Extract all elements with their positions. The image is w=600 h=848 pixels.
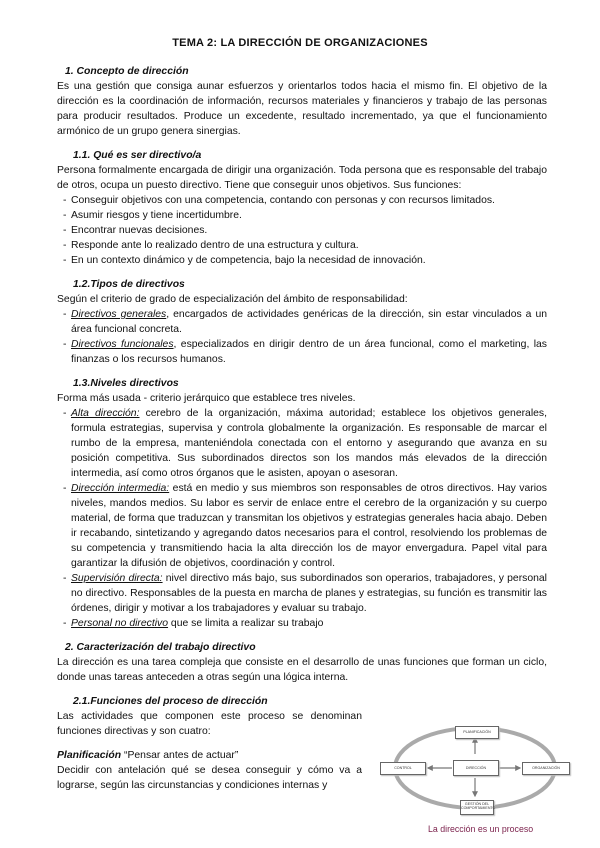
list-item: - Directivos generales, encargados de actividades genéricas de la dirección, sin estar vinculados a un área funcional concreta.	[57, 307, 547, 337]
list-item: - Conseguir objetivos con una competencia, contando con personas y con recursos limitados.	[57, 193, 547, 208]
term: Alta dirección:	[71, 408, 140, 419]
list-item: - Dirección intermedia: está en medio y sus miembros son responsables de otros directivos. Hay varios niveles, mandos medios. Su labor es servir de enlace entre el cerebro de la organización y su cuerpo material, de forma que traduzcan y transmitan los objetivos y estrategias generales hacia abajo. Deben ir recabando, sintetizando y agregando datos necesarios para el control, resolviendo los problemas de su competencia y transmitiendo hacia la alta dirección los de mayor envergadura. Papel vital para garantizar la difusión de objetivos, coordinación y control.	[57, 481, 547, 571]
organization-box: ORGANIZACIÓN	[522, 762, 570, 775]
section-1-1-text: Persona formalmente encargada de dirigir una organización. Toda persona que es responsable del trabajo de otros, ocupa un puesto directivo. Tiene que conseguir unos objetivos. Sus funciones:	[57, 165, 547, 191]
list-item: - Supervisión directa: nivel directivo más bajo, sus subordinados son operarios, trabajadores, y personal no directivo. Responsables de la puesta en marcha de planes y estrategias, su función es transmitir las órdenes, dirigir y motivar a los trabajadores y evaluar su trabajo.	[57, 571, 547, 616]
section-1-text: Es una gestión que consiga aunar esfuerzos y orientarlos todos hacia el mismo fin. El objetivo de la dirección es la coordinación de información, recursos materiales y financieros y trabajo de las personas para producir resultados. Produce un excedente, resultado incrementado, ya que el funcionamiento armónico de un grupo genera sinergias.	[57, 81, 547, 137]
process-diagram	[380, 716, 570, 836]
behavior-box: GESTIÓN DEL COMPORTAMIENTO	[460, 800, 494, 815]
section-1-3-heading: 1.3.Niveles directivos	[73, 378, 179, 389]
list-item: - En un contexto dinámico y de competencia, bajo la necesidad de innovación.	[57, 253, 547, 268]
term: Directivos generales	[71, 309, 167, 320]
section-1-2-text: Según el criterio de grado de especialización del ámbito de responsabilidad:	[57, 294, 408, 305]
term: Supervisión directa:	[71, 573, 163, 584]
direction-box: DIRECCIÓN	[453, 760, 499, 776]
list-item: - Encontrar nuevas decisiones.	[57, 223, 547, 238]
planning-heading: Planificación “Pensar antes de actuar”	[57, 750, 239, 761]
planning-box: PLANIFICACIÓN	[455, 726, 499, 739]
section-1-1-heading: 1.1. Qué es ser directivo/a	[73, 150, 202, 161]
section-2-1	[57, 694, 362, 793]
list-item: - Personal no directivo que se limita a realizar su trabajo	[57, 616, 547, 631]
diagram-caption: La dirección es un proceso	[428, 824, 534, 834]
document-title: TEMA 2: LA DIRECCIÓN DE ORGANIZACIONES	[172, 37, 428, 49]
types-list	[57, 307, 547, 367]
document-body	[57, 64, 547, 793]
term: Directivos funcionales	[71, 339, 174, 350]
list-item: - Responde ante lo realizado dentro de una estructura y cultura.	[57, 238, 547, 253]
control-box: CONTROL	[380, 762, 426, 775]
section-1-3-text: Forma más usada - criterio jerárquico que establece tres niveles.	[57, 393, 356, 404]
list-item: - Directivos funcionales, especializados en dirigir dentro de un área funcional, como el marketing, las finanzas o los recursos humanos.	[57, 337, 547, 367]
list-item: - Alta dirección: cerebro de la organización, máxima autoridad; establece los objetivos generales, formula estrategias, supervisa y controla globalmente la organización. Es responsable de marcar el rumbo de la empresa, manteniéndola conectada con el entorno y asegurando que avanza en su posición competitiva. Sus subordinados directos son los mandos más elevados de la dirección intermedia, así como otros órganos que le asisten, apoyan o asesoran.	[57, 406, 547, 481]
term: Personal no directivo	[71, 618, 169, 629]
section-1-heading: 1. Concepto de dirección	[65, 66, 189, 77]
list-item: - Asumir riesgos y tiene incertidumbre.	[57, 208, 547, 223]
functions-list	[57, 193, 547, 268]
section-1-2-heading: 1.2.Tipos de directivos	[73, 279, 185, 290]
section-2-1-text: Las actividades que componen este proceso se denominan funciones directivas y son cuatro:	[57, 711, 362, 737]
section-2-1-heading: 2.1.Funciones del proceso de dirección	[73, 696, 268, 707]
levels-list	[57, 406, 547, 631]
term: Dirección intermedia:	[71, 483, 170, 494]
section-2-heading: 2. Caracterización del trabajo directivo	[65, 642, 256, 653]
planning-text: Decidir con antelación qué se desea conseguir y cómo va a lograrse, según las circunstancias y condiciones internas y	[57, 765, 362, 791]
section-2-text: La dirección es una tarea compleja que consiste en el desarrollo de unas funciones que forman un ciclo, donde unas tareas anteceden a otras según una lógica interna.	[57, 657, 547, 683]
